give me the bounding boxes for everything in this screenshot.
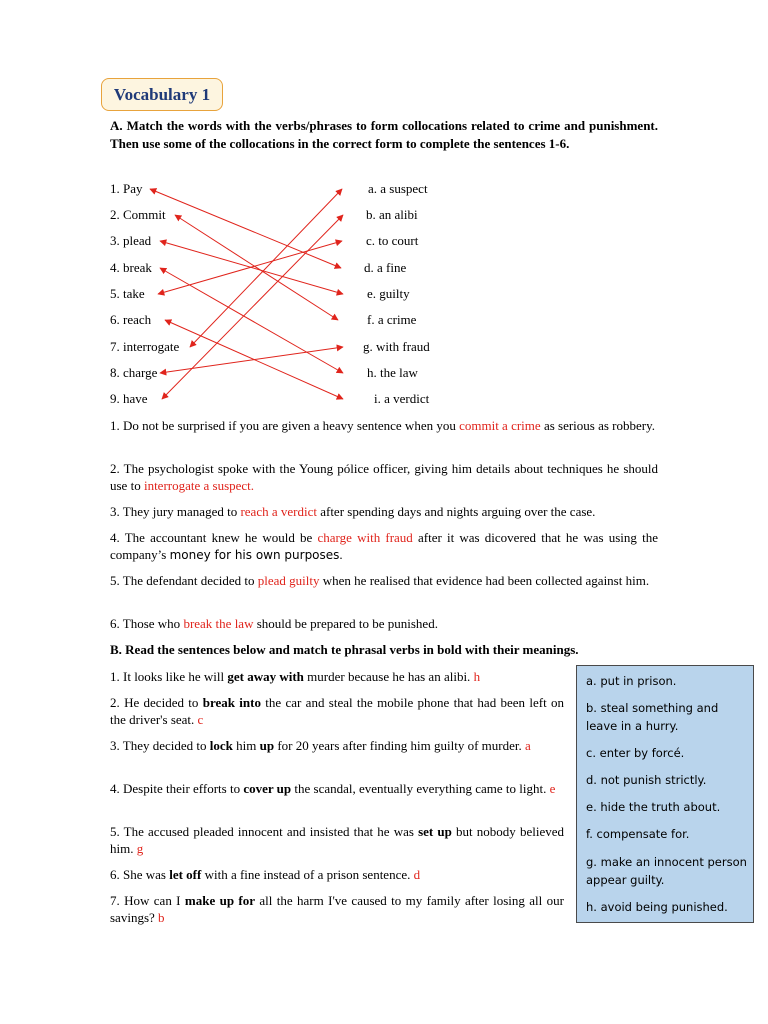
right-item: e. guilty (367, 286, 410, 301)
meaning-item: c. enter by forcé. (586, 746, 685, 760)
sentence-b-7 (110, 892, 564, 926)
sentence-b-3 (110, 737, 564, 754)
sentence-b-6 (110, 866, 564, 883)
answer-text: plead guilty (257, 573, 320, 588)
sentence-a-6 (110, 615, 658, 632)
sentence-a-3 (110, 503, 658, 520)
sentence-text: all the harm I've caused to my family after losing all our savings? (110, 893, 564, 925)
right-item: i. a verdict (374, 391, 430, 406)
part-b-instruction: B. Read the sentences below and match te phrasal verbs in bold with their meanings. (110, 642, 579, 657)
answer-text: reach a verdict (240, 504, 317, 519)
right-item: c. to court (366, 233, 419, 248)
sentence-text: 6. Those who (110, 616, 184, 631)
answer-letter: h (473, 669, 481, 684)
right-item: f. a crime (367, 312, 417, 327)
sentence-text: after spending days and nights arguing over the case. (316, 504, 596, 519)
sentence-text: for 20 years after finding him guilty of murder. (274, 738, 526, 753)
sentence-text: 2. He decided to (110, 695, 203, 710)
meaning-item: g. make an innocent person appear guilty. (586, 855, 747, 887)
left-item: 1. Pay (110, 181, 143, 196)
vocabulary-title: Vocabulary 1 (101, 78, 223, 111)
sentence-text: 3. They decided to (110, 738, 210, 753)
meaning-item: a. put in prison. (586, 674, 677, 688)
left-item: 5. take (110, 286, 145, 301)
phrasal-verb: let off (169, 867, 202, 882)
meaning-item: e. hide the truth about. (586, 800, 721, 814)
sentence-text: after it was dicovered that he was using the company’s (110, 530, 658, 562)
sentence-text: . (339, 547, 343, 562)
left-item: 4. break (110, 260, 152, 275)
phrasal-verb: break into (202, 695, 261, 710)
sentence-text: 3. They jury managed to (110, 504, 241, 519)
sentence-text: 1. Do not be surprised if you are given a heavy sentence when you (110, 418, 460, 433)
sentence-a-5 (110, 572, 658, 589)
sentence-text: should be prepared to be punished. (253, 616, 438, 631)
match-arrow (160, 347, 343, 373)
phrasal-verb: set up (418, 824, 452, 839)
sentence-text: 4. Despite their efforts to (110, 781, 244, 796)
match-arrow (150, 189, 341, 268)
meaning-item: f. compensate for. (586, 827, 690, 841)
right-item: h. the law (367, 365, 418, 380)
answer-text: commit a crime (459, 418, 541, 433)
answer-letter: d (413, 867, 421, 882)
meaning-item: d. not punish strictly. (586, 773, 707, 787)
answer-letter: b (158, 910, 165, 925)
sentence-text: him (232, 738, 260, 753)
answer-text: break the law (183, 616, 254, 631)
match-arrow (162, 215, 343, 399)
sentence-text: money for his own purposes (169, 548, 340, 562)
sentence-text: 5. The defendant decided to (110, 573, 258, 588)
phrasal-verb: get away with (227, 669, 304, 684)
left-item: 2. Commit (110, 207, 166, 222)
match-arrow (175, 215, 338, 320)
answer-letter: g (136, 841, 144, 856)
sentence-a-1 (110, 417, 658, 434)
left-item: 7. interrogate (110, 339, 180, 354)
right-item: g. with fraud (363, 339, 430, 354)
answer-letter: a (525, 738, 531, 753)
answer-text: charge with fraud (317, 530, 413, 545)
sentence-text: as serious as robbery. (540, 418, 656, 433)
answer-text: interrogate a suspect. (143, 478, 255, 493)
answer-letter: e (549, 781, 556, 796)
left-item: 6. reach (110, 312, 152, 327)
sentence-text: 4. The accountant knew he would be (110, 530, 318, 545)
sentence-b-4 (110, 780, 564, 797)
sentence-text: when he realised that evidence had been collected against him. (319, 573, 650, 588)
sentence-text: 5. The accused pleaded innocent and insisted that he was (110, 824, 419, 839)
part-a-instruction: A. Match the words with the verbs/phrases to form collocations related to crime and punishment. Then use some of the collocations in the correct form to complete the sentences 1-6. (110, 118, 658, 151)
sentence-b-2 (110, 694, 564, 728)
sentence-text: with a fine instead of a prison sentence. (201, 867, 414, 882)
meanings-box (576, 665, 754, 923)
left-item: 9. have (110, 391, 148, 406)
meaning-item: b. steal something and leave in a hurry. (586, 701, 719, 733)
right-item: a. a suspect (368, 181, 428, 196)
sentence-b-5 (110, 823, 564, 857)
phrasal-verb: cover up (243, 781, 292, 796)
right-item: d. a fine (364, 260, 407, 275)
sentence-b-1 (110, 668, 564, 685)
answer-letter: c (197, 712, 204, 727)
phrasal-verb: lock (209, 738, 233, 753)
sentence-text: 6. She was (110, 867, 170, 882)
sentence-a-4 (110, 529, 658, 564)
sentence-text: 7. How can I (110, 893, 185, 908)
sentence-text: the car and steal the mobile phone that had been left on the driver's seat. (110, 695, 565, 727)
phrasal-verb: make up for (184, 893, 256, 908)
left-item: 8. charge (110, 365, 158, 380)
sentence-text: the scandal, eventually everything came to light. (291, 781, 550, 796)
sentence-text: 2. The psychologist spoke with the Young pólice officer, giving him details about techniques he should use to (110, 461, 658, 493)
sentence-text: but nobody believed him. (110, 824, 564, 856)
meaning-item: h. avoid being punished. (586, 900, 728, 914)
match-arrow (190, 189, 342, 347)
right-item: b. an alibi (366, 207, 418, 222)
sentence-a-2 (110, 460, 658, 494)
sentence-text: murder because he has an alibi. (303, 669, 474, 684)
sentence-text: 1. It looks like he will (110, 669, 228, 684)
phrasal-verb: up (259, 738, 275, 753)
left-item: 3. plead (110, 233, 152, 248)
